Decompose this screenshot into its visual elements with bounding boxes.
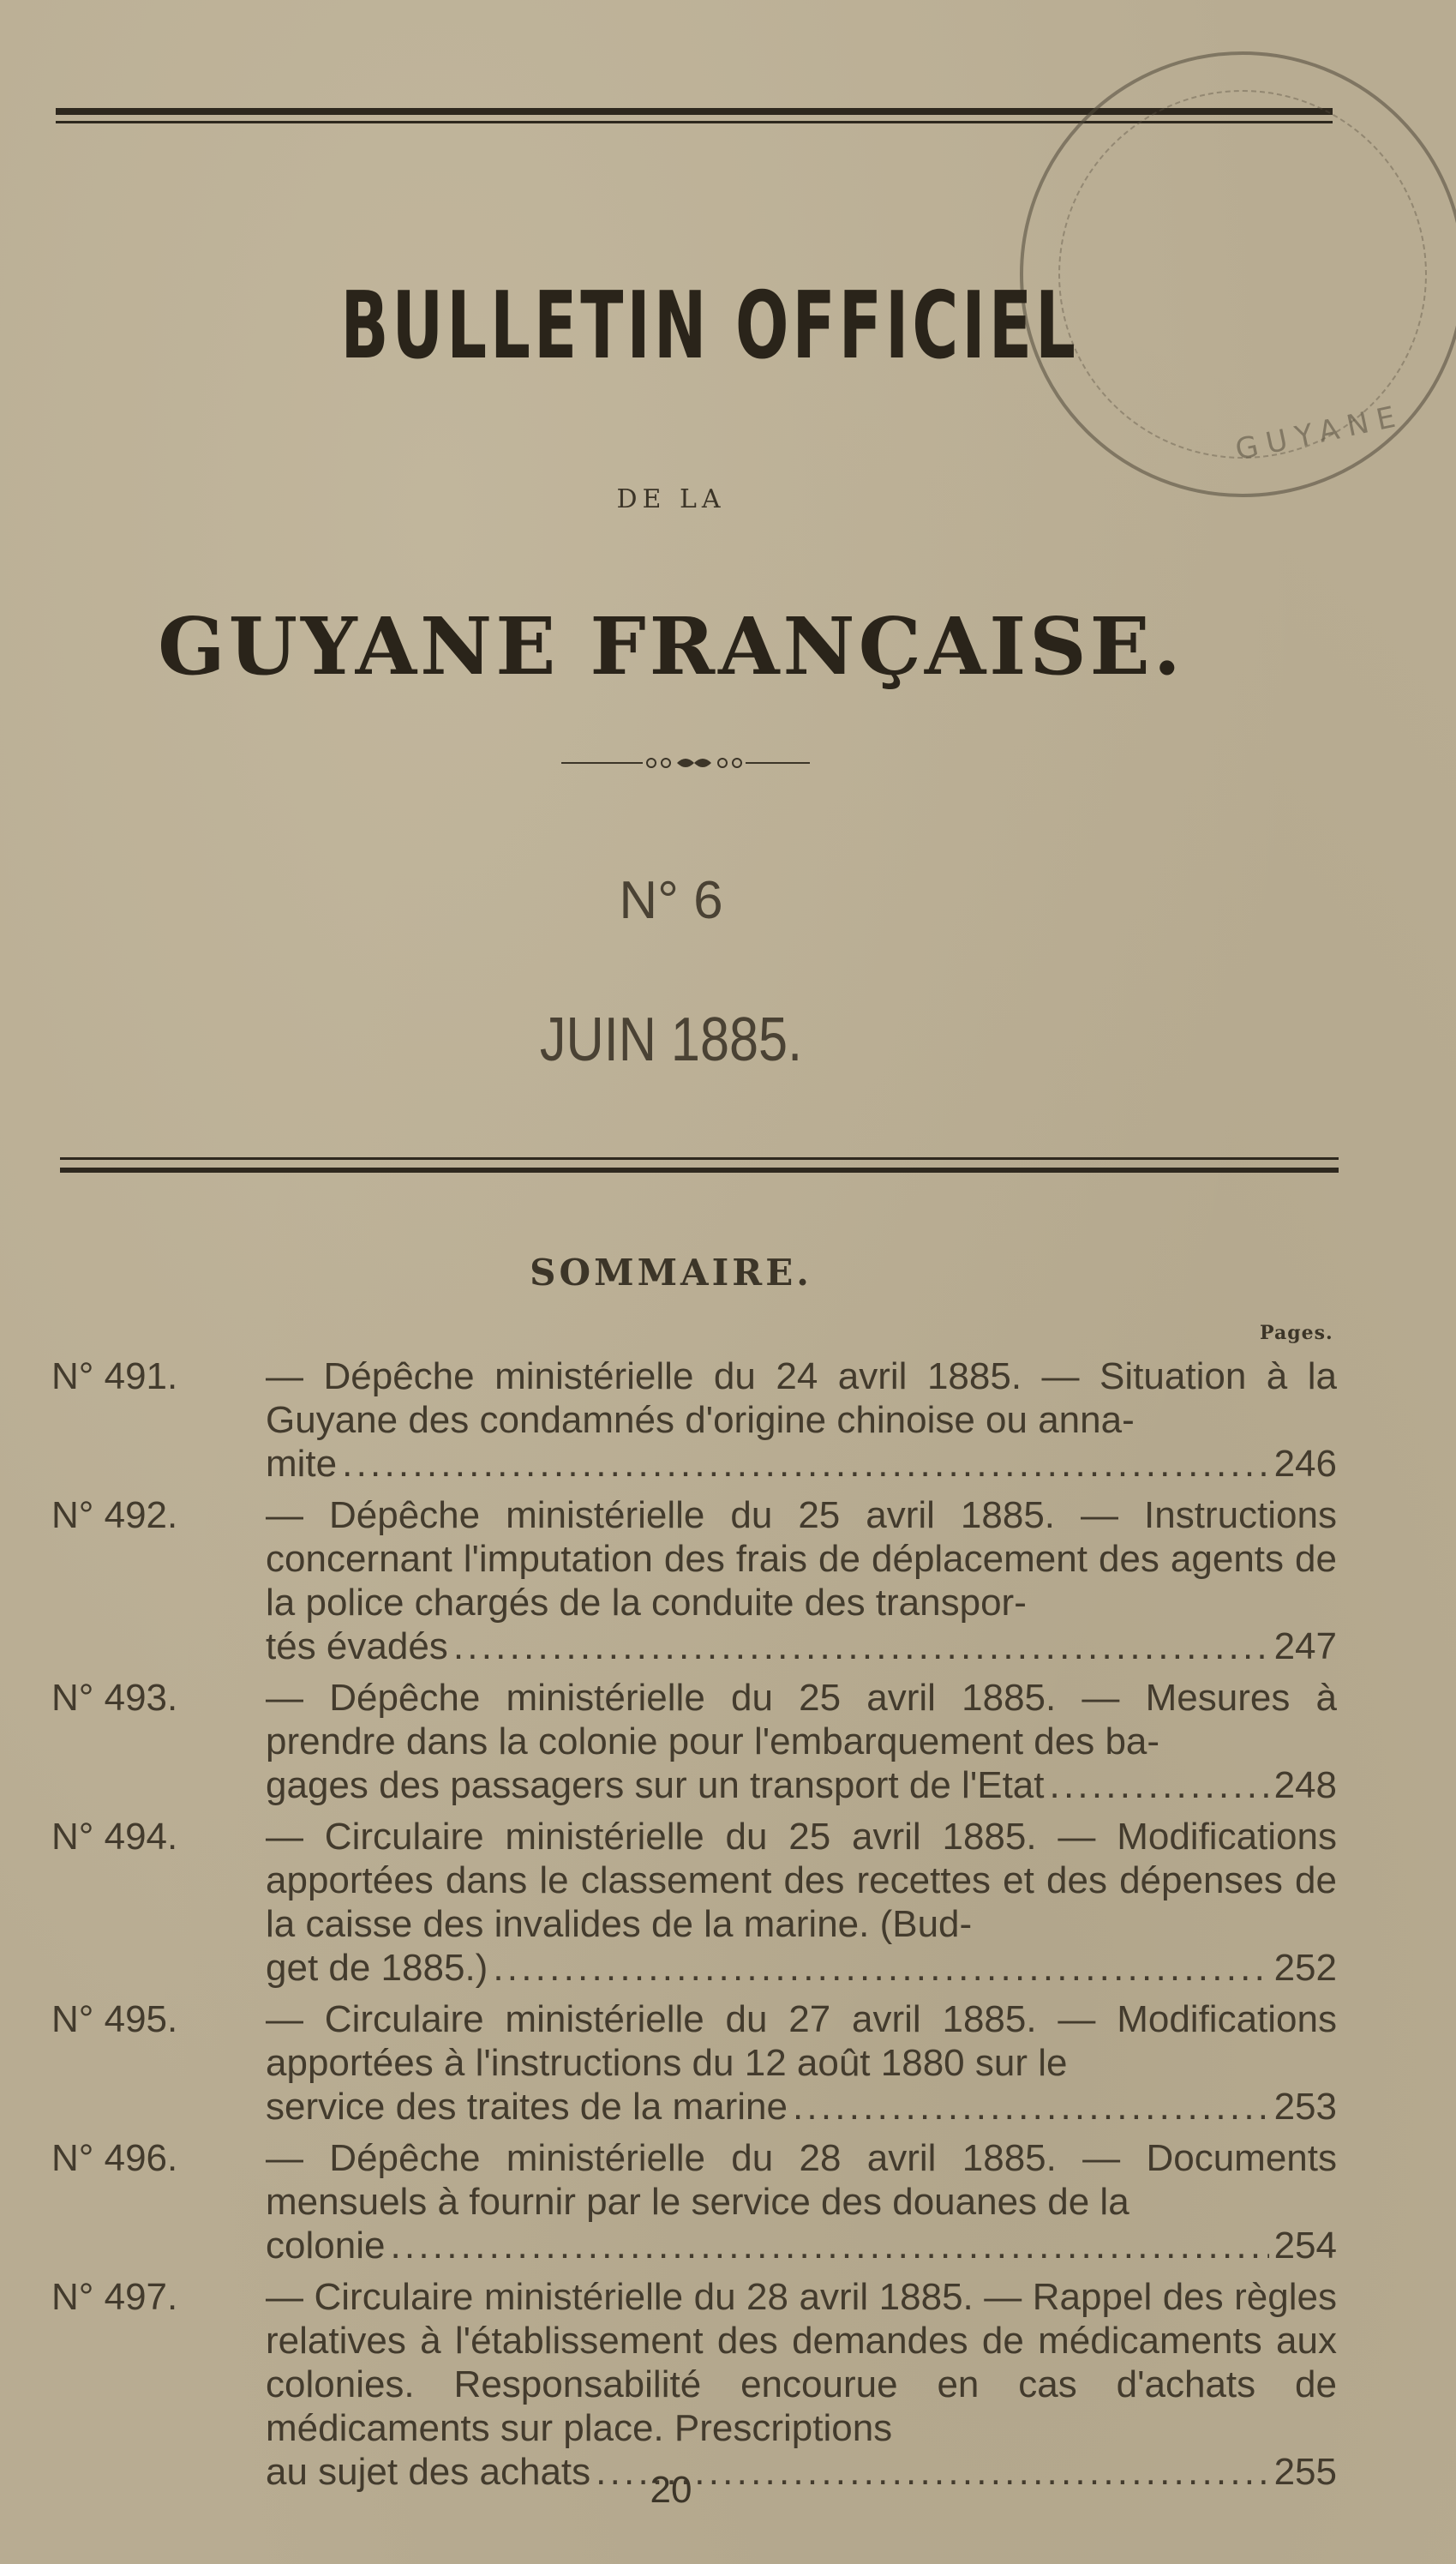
entry-page: 246 <box>1273 1443 1337 1485</box>
entry-text-end: colonie <box>266 2225 386 2267</box>
leader-dots <box>390 2224 1268 2267</box>
entry-number: N° 492. <box>51 1494 178 1536</box>
entry-text-end: get de 1885.) <box>266 1947 488 1989</box>
entry-number: N° 493. <box>51 1677 178 1719</box>
leader-dots <box>342 1442 1268 1486</box>
leader-dots <box>453 1624 1269 1668</box>
entry-text: — Dépêche ministérielle du 24 avril 1885. — Situation à la Guyane des condamnés d'origine chinoise ou anna- <box>266 1355 1337 1441</box>
toc-entry <box>51 2136 1354 2267</box>
toc-entry <box>51 1676 1354 1807</box>
entry-number: N° 491. <box>51 1355 178 1397</box>
entry-number: N° 496. <box>51 2137 178 2179</box>
entry-page: 254 <box>1273 2225 1337 2267</box>
leader-dots <box>1050 1763 1269 1807</box>
colony-name: GUYANE FRANÇAISE. <box>158 600 1184 693</box>
ornament-divider <box>561 754 810 772</box>
bulletin-title: BULLETIN OFFICIEL <box>340 273 1079 380</box>
toc-entry <box>51 2275 1354 2494</box>
entry-number: N° 497. <box>51 2276 178 2318</box>
entry-description <box>266 2275 1337 2494</box>
entry-page: 255 <box>1273 2451 1337 2493</box>
entry-text: — Dépêche ministérielle du 28 avril 1885. — Documents mensuels à fournir par le service des douanes de la <box>266 2137 1337 2223</box>
entry-text: — Circulaire ministérielle du 25 avril 1885. — Modifications apportées dans le classement des recettes et des dépenses de la caisse des invalides de la marine. (Bud- <box>266 1816 1337 1945</box>
leader-dots <box>493 1946 1268 1990</box>
toc-entry <box>51 1354 1354 1486</box>
entry-text-end: service des traites de la marine <box>266 2086 788 2128</box>
toc-entry <box>51 1493 1354 1668</box>
entry-description <box>266 1997 1337 2129</box>
entry-number: N° 494. <box>51 1816 178 1858</box>
entry-text: — Dépêche ministérielle du 25 avril 1885. — Instructions concernant l'imputation des frais de déplacement des agents de la police chargés de la conduite des transpor- <box>266 1494 1337 1624</box>
entry-text-end: tés évadés <box>266 1625 448 1667</box>
entry-description <box>266 1493 1337 1668</box>
toc-entry <box>51 1815 1354 1990</box>
page-folio: 20 <box>650 2469 692 2511</box>
issue-date: JUIN 1885. <box>539 1006 803 1074</box>
entry-page: 253 <box>1273 2086 1337 2128</box>
toc-entry <box>51 1997 1354 2129</box>
entry-text: — Dépêche ministérielle du 25 avril 1885. — Mesures à prendre dans la colonie pour l'embarquement des ba- <box>266 1677 1337 1762</box>
entry-page: 252 <box>1273 1947 1337 1989</box>
entry-description <box>266 1676 1337 1807</box>
pages-column-label: Pages. <box>1260 1322 1333 1344</box>
table-of-contents <box>51 1354 1354 2501</box>
entry-page: 248 <box>1273 1764 1337 1806</box>
entry-description <box>266 1354 1337 1486</box>
middle-rule-thick <box>60 1168 1339 1173</box>
middle-rule-thin <box>60 1157 1339 1160</box>
entry-text: — Circulaire ministérielle du 27 avril 1885. — Modifications apportées à l'instructions du 12 août 1880 sur le <box>266 1998 1337 2084</box>
entry-text: — Circulaire ministérielle du 28 avril 1885. — Rappel des règles relatives à l'établissement des demandes de médicaments aux colonies. Responsabilité encourue en cas d'achats de médicaments sur place. Prescriptions <box>266 2276 1337 2449</box>
entry-number: N° 495. <box>51 1998 178 2040</box>
bulletin-subtitle: DE LA <box>616 484 726 514</box>
leader-dots <box>793 2085 1269 2129</box>
entry-text-end: gages des passagers sur un transport de l'Etat <box>266 1764 1045 1806</box>
entry-page: 247 <box>1273 1625 1337 1667</box>
entry-text-end: au sujet des achats <box>266 2451 591 2493</box>
entry-description <box>266 2136 1337 2267</box>
issue-number: N° 6 <box>619 871 723 930</box>
entry-description <box>266 1815 1337 1990</box>
summary-heading: SOMMAIRE. <box>530 1252 812 1294</box>
library-stamp-text: GUYANE <box>1232 398 1407 468</box>
entry-text-end: mite <box>266 1443 338 1485</box>
